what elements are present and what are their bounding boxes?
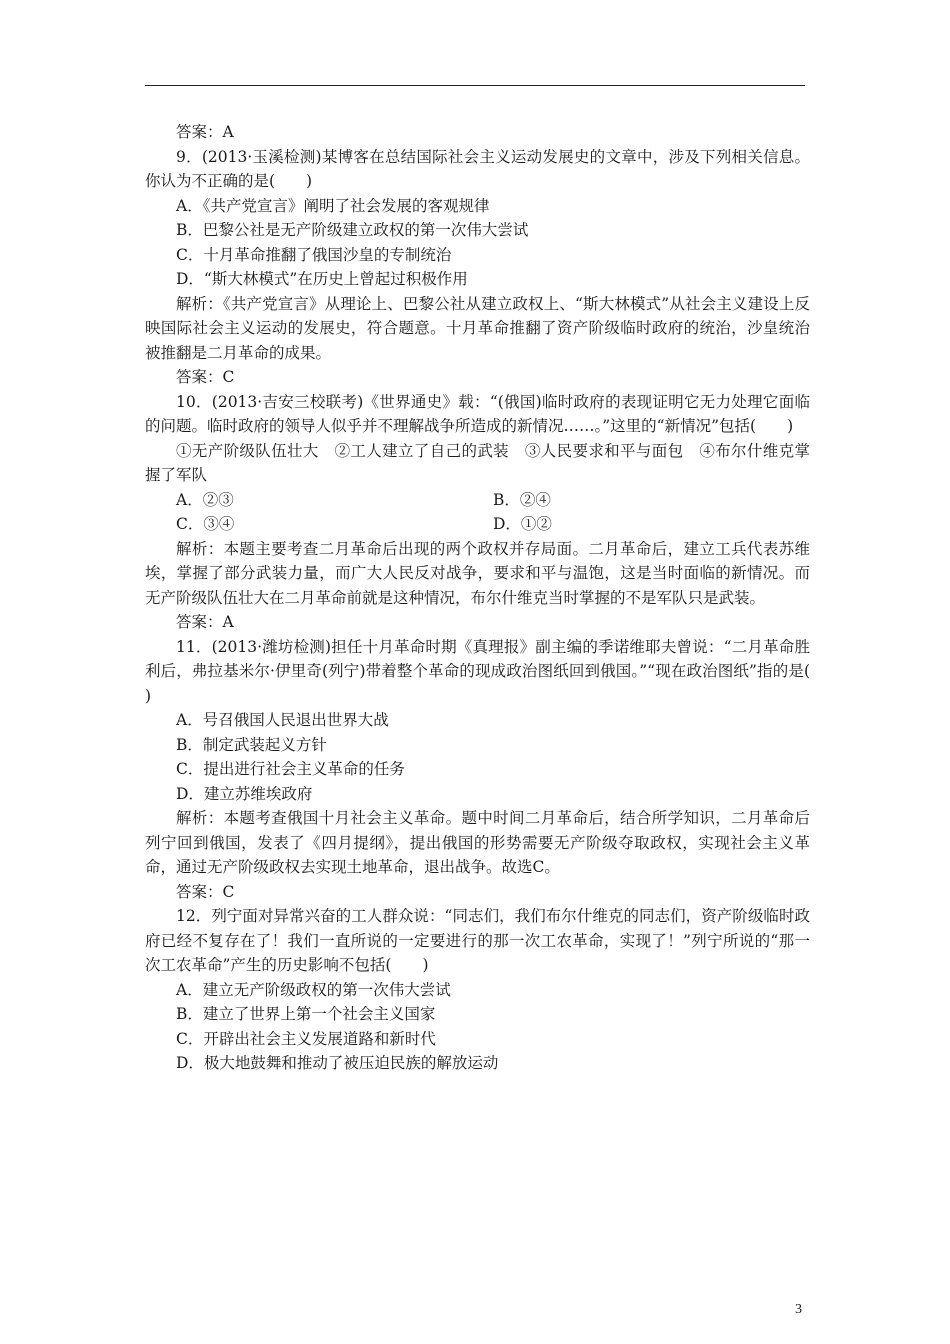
q9-analysis: 解析：《共产党宣言》从理论上、巴黎公社从建立政权上、“斯大林模式”从社会主义建设上反映国际社会主义运动的发展史，符合题意。十月革命推翻了资产阶级临时政府的统治，沙皇统治被推翻是二月革命的成果。 — [145, 294, 810, 362]
q12-option-a: A．建立无产阶级政权的第一次伟大尝试 — [176, 980, 451, 999]
q11-option-d: D．建立苏维埃政府 — [176, 784, 313, 803]
q10-options-row-2 — [145, 512, 810, 537]
q9-option-c: C．十月革命推翻了俄国沙皇的专制统治 — [176, 245, 452, 264]
q9-option-b: B．巴黎公社是无产阶级建立政权的第一次伟大尝试 — [176, 221, 529, 239]
q10-option-b: B．②④ — [493, 490, 551, 509]
page-number: 3 — [795, 1302, 802, 1317]
q9-stem: 9．(2013·玉溪检测)某博客在总结国际社会主义运动发展史的文章中，涉及下列相关信息。你认为不正确的是( ) — [145, 147, 810, 190]
q11-option-c: C．提出进行社会主义革命的任务 — [176, 760, 405, 778]
header-rule — [145, 85, 805, 86]
q11-option-a: A．号召俄国人民退出世界大战 — [176, 711, 389, 729]
document-body — [145, 120, 842, 1076]
q11-answer: 答案：C — [176, 882, 235, 901]
q12-stem: 12．列宁面对异常兴奋的工人群众说：“同志们，我们布尔什维克的同志们，资产阶级临时政府已经不复存在了！我们一直所说的一定要进行的那一次工农革命，实现了！”列宁所说的“那一次工农革命”产生的历史影响不包括( ) — [145, 907, 810, 974]
q12-option-d: D．极大地鼓舞和推动了被压迫民族的解放运动 — [176, 1054, 499, 1072]
q10-option-d: D．①② — [493, 515, 552, 533]
q9-answer: 答案：C — [176, 368, 235, 386]
q11-stem: 11．(2013·潍坊检测)担任十月革命时期《真理报》副主编的季诺维耶夫曾说：“二月革命胜利后，弗拉基米尔·伊里奇(列宁)带着整个革命的现成政治图纸回到俄国。”“现在政治图纸”指的是( ) — [145, 637, 842, 705]
q12-option-c: C．开辟出社会主义发展道路和新时代 — [176, 1029, 436, 1048]
q10-answer: 答案：A — [176, 613, 234, 631]
q10-option-c: C．③④ — [176, 515, 235, 533]
q10-stem: 10．(2013·吉安三校联考)《世界通史》载：“(俄国)临时政府的表现证明它无力处理它面临的问题。临时政府的领导人似乎并不理解战争所造成的新情况……。”这里的“新情况”包括( ) — [145, 392, 810, 435]
q9-option-a: A．《共产党宣言》阐明了社会发展的客观规律 — [176, 196, 490, 215]
q8-answer: 答案：A — [176, 123, 234, 141]
q9-option-d: D．“斯大林模式”在历史上曾起过积极作用 — [176, 270, 468, 288]
q11-option-b: B．制定武装起义方针 — [176, 735, 327, 754]
q10-analysis: 解析：本题主要考查二月革命后出现的两个政权并存局面。二月革命后，建立工兵代表苏维埃，掌握了部分武装力量，而广大人民反对战争，要求和平与温饱，这是当时面临的新情况。而无产阶级队伍壮大在二月革命前就是这种情况，布尔什维克当时掌握的不是军队只是武装。 — [145, 539, 810, 607]
q10-items: ①无产阶级队伍壮大 ②工人建立了自己的武装 ③人民要求和平与面包 ④布尔什维克掌握了军队 — [145, 441, 810, 484]
q10-options-row-1 — [145, 488, 810, 513]
q12-option-b: B．建立了世界上第一个社会主义国家 — [176, 1005, 436, 1023]
q11-analysis: 解析：本题考查俄国十月社会主义革命。题中时间二月革命后，结合所学知识，二月革命后列宁回到俄国，发表了《四月提纲》，提出俄国的形势需要无产阶级夺取政权，实现社会主义革命，通过无产阶级政权去实现土地革命，退出战争。故选C。 — [145, 809, 810, 876]
q10-option-a: A．②③ — [176, 490, 234, 509]
